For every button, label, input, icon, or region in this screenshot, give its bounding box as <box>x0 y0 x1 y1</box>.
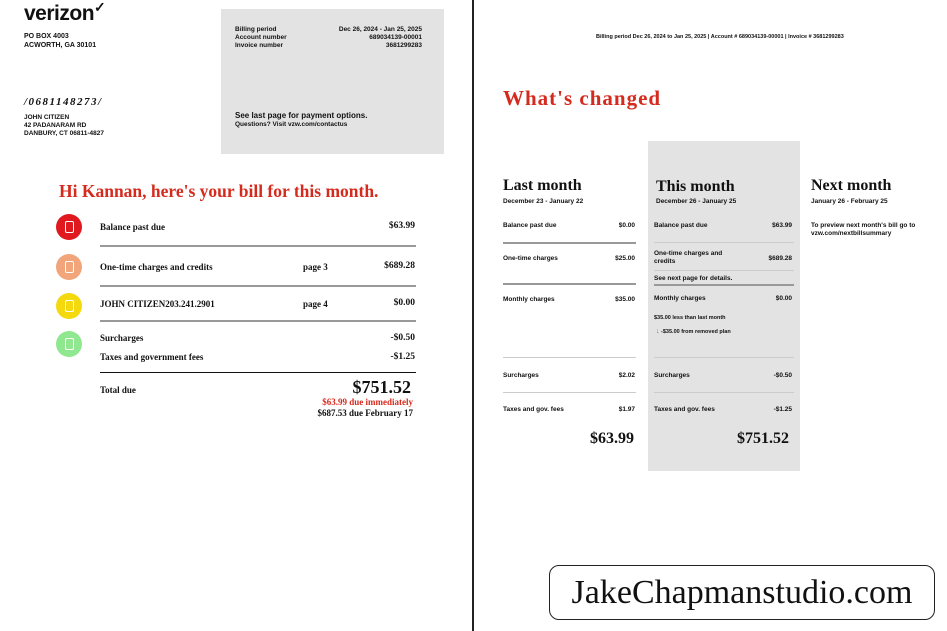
this-month-dates: December 26 - January 25 <box>656 198 737 205</box>
this-surcharges-amount: -$0.50 <box>773 372 792 379</box>
whats-changed-title: What's changed <box>503 86 662 110</box>
row-one-time-charges-amount: $689.28 <box>384 261 415 271</box>
this-monthly-amount: $0.00 <box>775 295 792 302</box>
this-month-total: $751.52 <box>737 430 789 447</box>
this-taxes-amount: -$1.25 <box>773 406 792 413</box>
this-monthly-label: Monthly charges <box>654 295 706 302</box>
due-immediately: $63.99 due immediately <box>322 397 413 407</box>
last-month-title: Last month <box>503 177 582 194</box>
payment-note: See last page for payment options. <box>235 111 368 120</box>
barcode-number: /0681148273/ <box>24 96 103 108</box>
row-divider <box>100 285 416 287</box>
last-divider <box>503 357 636 358</box>
last-taxes-label: Taxes and gov. fees <box>503 406 564 413</box>
right-header: Billing period Dec 26, 2024 to Jan 25, 2025 | Account # 689034139-00001 | Invoice # 3681299283 <box>596 34 844 40</box>
monthly-change-note: $35.00 less than last month <box>654 315 726 321</box>
last-monthly-amount: $35.00 <box>615 296 635 303</box>
last-divider <box>503 242 636 244</box>
monthly-change-detail: ↓ -$35.00 from removed plan <box>656 328 731 335</box>
row-divider <box>100 320 416 322</box>
questions-link[interactable]: Questions? Visit vzw.com/contactus <box>235 121 348 128</box>
page-divider <box>472 0 474 631</box>
row-taxes: Taxes and government fees <box>100 352 204 362</box>
last-divider <box>503 392 636 393</box>
watermark: JakeChapmanstudio.com <box>549 565 935 620</box>
last-balance-label: Balance past due <box>503 222 557 229</box>
next-month-title: Next month <box>811 177 892 194</box>
surcharges-icon <box>56 331 82 357</box>
last-surcharges-label: Surcharges <box>503 372 539 379</box>
this-balance-amount: $63.99 <box>772 222 792 229</box>
row-surcharges-amount: -$0.50 <box>390 333 415 343</box>
this-balance-label: Balance past due <box>654 222 708 229</box>
row-taxes-amount: -$1.25 <box>390 352 415 362</box>
balance-icon <box>56 214 82 240</box>
last-onetime-amount: $25.00 <box>615 255 635 262</box>
last-onetime-label: One-time charges <box>503 255 558 262</box>
last-month-total: $63.99 <box>590 430 634 447</box>
row-balance-past-due-amount: $63.99 <box>388 221 415 231</box>
total-due-amount: $751.52 <box>352 377 411 397</box>
sender-address: PO BOX 4003 ACWORTH, GA 30101 <box>24 33 97 49</box>
phone-icon <box>56 293 82 319</box>
account-info-box: Billing period Account number Invoice number Dec 26, 2024 - Jan 25, 2025 689034139-00001 3681299283 See last page for payment options. Questions? Visit vzw.com/contactus <box>221 9 444 154</box>
last-monthly-label: Monthly charges <box>503 296 555 303</box>
one-time-charges-icon <box>56 254 82 280</box>
next-month-note[interactable]: To preview next month's bill go to vzw.com/nextbillsummary <box>811 222 916 237</box>
this-surcharges-label: Surcharges <box>654 372 690 379</box>
this-onetime-label: One-time charges and credits <box>654 250 723 265</box>
total-divider <box>100 372 416 373</box>
row-line-amount: $0.00 <box>393 298 415 308</box>
row-balance-past-due: Balance past due <box>100 222 166 232</box>
this-month-title: This month <box>656 178 735 195</box>
last-divider <box>503 283 636 285</box>
this-onetime-amount: $689.28 <box>768 255 792 262</box>
arrow-down-icon: ↓ <box>656 328 660 335</box>
this-divider <box>654 242 794 243</box>
recipient-address: JOHN CITIZEN 42 PADANARAM RD DANBURY, CT 06811-4827 <box>24 114 104 137</box>
this-divider <box>654 284 794 286</box>
row-divider <box>100 245 416 247</box>
this-divider <box>654 270 794 271</box>
last-month-dates: December 23 - January 22 <box>503 198 584 205</box>
last-balance-amount: $0.00 <box>618 222 635 229</box>
row-one-time-charges-page[interactable]: page 3 <box>303 262 328 272</box>
row-line-page[interactable]: page 4 <box>303 299 328 309</box>
total-due-label: Total due <box>100 385 136 395</box>
last-surcharges-amount: $2.02 <box>618 372 635 379</box>
due-february: $687.53 due February 17 <box>317 408 413 418</box>
row-line-john-citizen: JOHN CITIZEN203.241.2901 <box>100 299 215 309</box>
this-divider <box>654 392 794 393</box>
row-surcharges: Surcharges <box>100 333 144 343</box>
last-taxes-amount: $1.97 <box>618 406 635 413</box>
this-taxes-label: Taxes and gov. fees <box>654 406 715 413</box>
verizon-logo: verizon✓ <box>24 0 106 25</box>
next-month-dates: January 26 - February 25 <box>811 198 888 205</box>
this-divider <box>654 357 794 358</box>
greeting-heading: Hi Kannan, here's your bill for this month. <box>59 181 379 201</box>
see-next-page-link[interactable]: See next page for details. <box>654 275 733 282</box>
row-one-time-charges: One-time charges and credits <box>100 262 213 272</box>
